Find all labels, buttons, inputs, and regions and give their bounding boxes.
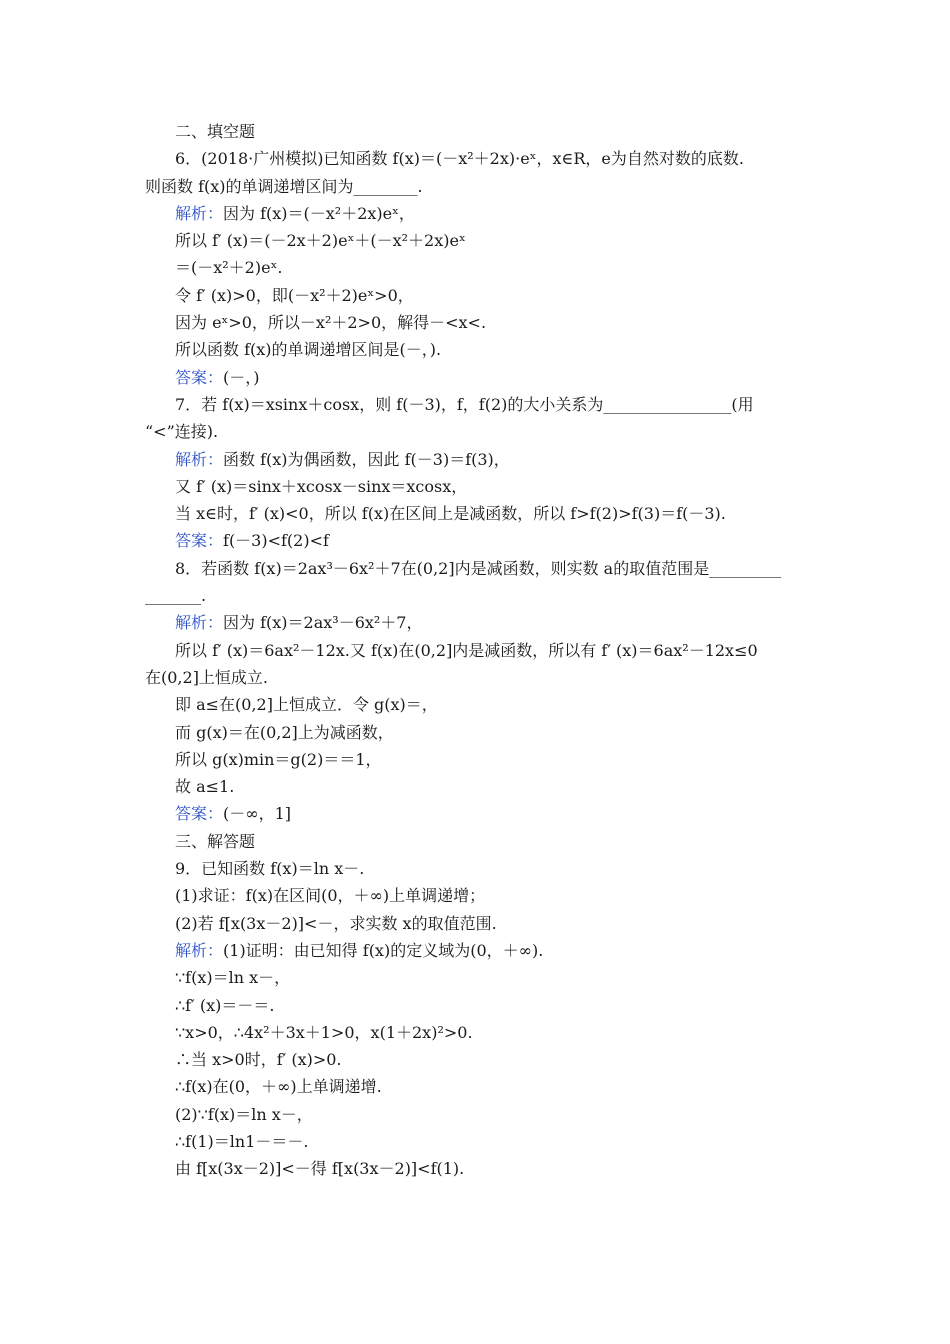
line-text: 则函数 f(x)的单调递增区间为________.: [145, 176, 423, 196]
text-line: [145, 1155, 810, 1182]
line-text: 9．已知函数 f(x)＝ln x－.: [175, 859, 365, 879]
section-label: 解析：: [175, 203, 224, 223]
line-text: 故 a≤1.: [175, 777, 235, 797]
line-text: ∴f(x)在(0，＋∞)上单调递增.: [175, 1077, 382, 1097]
text-line: [145, 418, 810, 445]
line-text: 三、解答题: [175, 831, 256, 851]
text-line: [145, 173, 810, 200]
text-line: [145, 364, 810, 391]
text-line: [145, 1101, 810, 1128]
text-line: [145, 882, 810, 909]
text-line: [145, 691, 810, 718]
line-text: 因为 f(x)＝(－x²＋2x)eˣ，: [223, 203, 415, 223]
line-text: (2)若 f[x(3x－2)]<－，求实数 x的取值范围.: [175, 913, 497, 933]
text-line: [145, 609, 810, 636]
text-line: [145, 200, 810, 227]
text-line: [145, 555, 810, 582]
line-text: f(－3)<f(2)<f: [223, 531, 329, 551]
line-text: 二、填空题: [175, 122, 256, 141]
line-text: 所以 g(x)min＝g(2)＝＝1，: [175, 749, 382, 769]
text-line: [145, 118, 810, 145]
line-text: 7．若 f(x)＝xsinx＋cosx，则 f(－3)，f，f(2)的大小关系为________________(用: [175, 394, 754, 414]
line-text: (1)求证：f(x)在区间(0，＋∞)上单调递增；: [175, 886, 486, 906]
line-text: (2)∵f(x)＝ln x－，: [175, 1104, 313, 1124]
section-label: 答案：: [175, 367, 224, 387]
section-label: 解析：: [175, 940, 224, 960]
text-line: [145, 1046, 810, 1073]
line-text: 在(0,2]上恒成立.: [145, 667, 269, 687]
line-text: “<”连接).: [145, 422, 219, 442]
line-text: (－，): [223, 367, 260, 387]
line-text: 即 a≤在(0,2]上恒成立．令 g(x)＝，: [175, 695, 438, 715]
line-text: ∵x>0，∴4x²＋3x＋1>0，x(1＋2x)²>0.: [175, 1022, 473, 1042]
line-text: 令 f′ (x)>0，即(－x²＋2)eˣ>0，: [175, 285, 414, 305]
text-line: [145, 254, 810, 281]
text-line: [145, 1073, 810, 1100]
line-text: 函数 f(x)为偶函数，因此 f(－3)＝f(3)，: [223, 449, 510, 469]
line-text: 由 f[x(3x－2)]<－得 f[x(3x－2)]<f(1).: [175, 1159, 465, 1179]
text-line: [145, 664, 810, 691]
text-line: [145, 937, 810, 964]
text-line: [145, 473, 810, 500]
text-line: [145, 855, 810, 882]
line-text: 所以 f′ (x)＝6ax²－12x.又 f(x)在(0,2]内是减函数，所以有 f′ (x)＝6ax²－12x≤0: [175, 640, 758, 660]
line-text: (1)证明：由已知得 f(x)的定义域为(0，＋∞).: [223, 940, 544, 960]
line-text: (－∞，1]: [223, 804, 292, 824]
line-text: 因为 eˣ>0，所以－x²＋2>0，解得－<x<.: [175, 313, 487, 333]
line-text: 而 g(x)＝在(0,2]上为减函数，: [175, 722, 394, 742]
line-text: 所以 f′ (x)＝(－2x＋2)eˣ＋(－x²＋2x)eˣ: [175, 231, 466, 251]
text-line: [145, 282, 810, 309]
section-label: 解析：: [175, 449, 224, 469]
text-line: [145, 336, 810, 363]
line-text: 又 f′ (x)＝sinx＋xcosx－sinx＝xcosx，: [175, 476, 468, 496]
text-line: [145, 527, 810, 554]
line-text: 6．(2018·广州模拟)已知函数 f(x)＝(－x²＋2x)·eˣ，x∈R，e为自然对数的底数.: [175, 149, 744, 169]
line-text: _______.: [145, 586, 207, 606]
line-text: 8．若函数 f(x)＝2ax³－6x²＋7在(0,2]内是减函数，则实数 a的取值范围是_________: [175, 558, 782, 578]
text-line: [145, 746, 810, 773]
text-line: [145, 227, 810, 254]
line-text: ＝(－x²＋2)eˣ.: [175, 258, 283, 278]
text-line: [145, 828, 810, 855]
line-text: ∴当 x>0时，f′ (x)>0.: [175, 1050, 342, 1070]
line-text: ∴f(1)＝ln1－＝－.: [175, 1131, 309, 1151]
section-label: 答案：: [175, 531, 224, 551]
text-line: [145, 1019, 810, 1046]
line-text: 当 x∈时，f′ (x)<0，所以 f(x)在区间上是减函数，所以 f>f(2)>f(3)＝f(－3).: [175, 504, 726, 524]
text-line: [145, 637, 810, 664]
text-line: [145, 1128, 810, 1155]
text-line: [145, 582, 810, 609]
text-line: [145, 391, 810, 418]
line-text: ∴f′ (x)＝－＝.: [175, 995, 275, 1015]
text-line: [145, 500, 810, 527]
text-line: [145, 800, 810, 827]
section-label: 答案：: [175, 804, 224, 824]
text-line: [145, 992, 810, 1019]
text-line: [145, 309, 810, 336]
text-line: [145, 910, 810, 937]
text-line: [145, 719, 810, 746]
line-text: 所以函数 f(x)的单调递增区间是(－，).: [175, 340, 442, 360]
section-label: 解析：: [175, 613, 224, 633]
line-text: ∵f(x)＝ln x－，: [175, 968, 291, 988]
text-line: [145, 773, 810, 800]
text-line: [145, 964, 810, 991]
document-body: [145, 118, 810, 1183]
text-line: [145, 145, 810, 172]
line-text: 因为 f(x)＝2ax³－6x²＋7，: [223, 613, 423, 633]
text-line: [145, 446, 810, 473]
